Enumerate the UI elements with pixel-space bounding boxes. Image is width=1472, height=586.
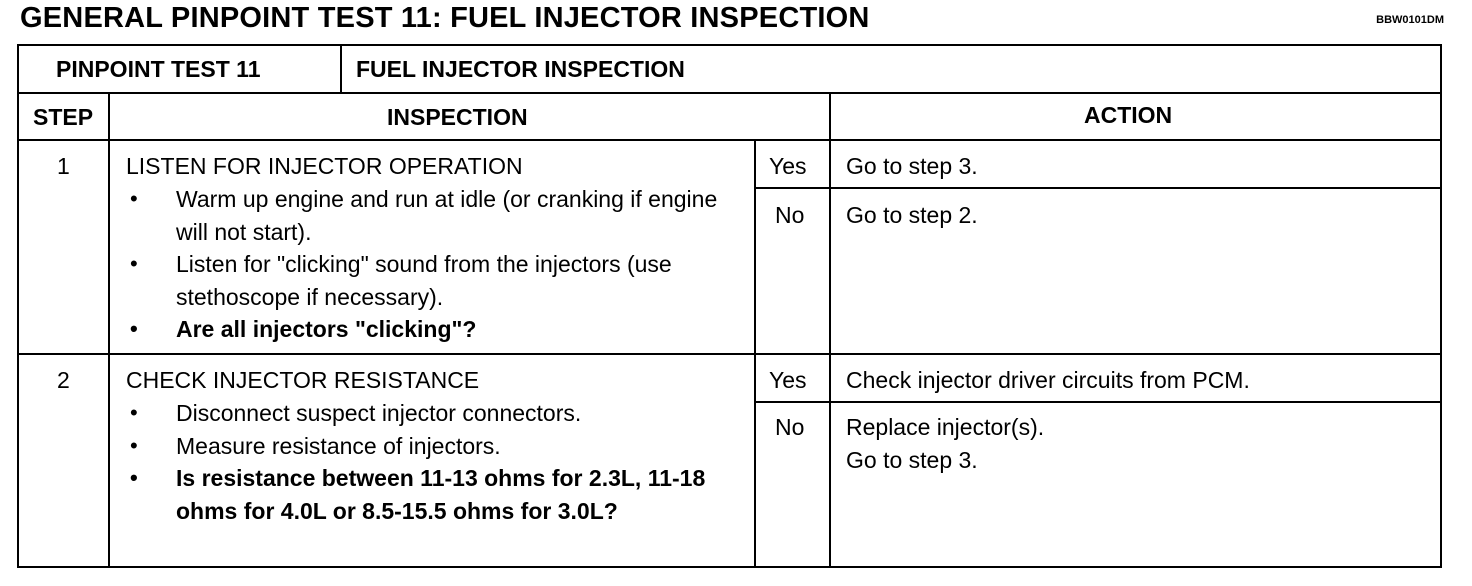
column-header-step: STEP <box>33 104 94 130</box>
bullet-text: Is resistance between 11-13 ohms for 2.3L, 11-18 ohms for 4.0L or 8.5-15.5 ohms for 3.0L? <box>176 465 706 524</box>
inspection-bullet <box>126 397 721 430</box>
pinpoint-test-name: FUEL INJECTOR INSPECTION <box>356 56 685 82</box>
bullet-text: Disconnect suspect injector connectors. <box>176 400 582 426</box>
bullet-icon: • <box>130 251 138 276</box>
rule-step1-yes-no <box>754 187 1442 189</box>
no-action-line: Go to step 2. <box>846 202 978 228</box>
inspection-bullet <box>126 183 736 248</box>
rule-between-steps <box>17 353 1442 355</box>
rule-below-pinpoint-row <box>17 92 1442 94</box>
yes-action: Check injector driver circuits from PCM. <box>846 367 1250 393</box>
column-header-action: ACTION <box>1084 102 1173 128</box>
bullet-text: Listen for "clicking" sound from the injectors (use stethoscope if necessary). <box>176 251 672 310</box>
inspection-bullet <box>126 430 721 463</box>
no-action-line: Replace injector(s). <box>846 414 1045 440</box>
rule-step-column <box>108 92 110 568</box>
inspection-bullet-list <box>126 397 721 527</box>
no-label: No <box>775 202 805 228</box>
rule-yes-no-column <box>754 139 756 568</box>
bullet-icon: • <box>130 465 138 490</box>
inspection-bullet <box>126 462 721 527</box>
step-number: 2 <box>57 367 70 393</box>
no-action-line: Go to step 3. <box>846 447 978 473</box>
inspection-bullet <box>126 248 736 313</box>
bullet-text: Are all injectors "clicking"? <box>176 316 477 342</box>
yes-action: Go to step 3. <box>846 153 978 179</box>
bullet-icon: • <box>130 432 138 458</box>
yes-label: Yes <box>769 153 807 179</box>
page-title: GENERAL PINPOINT TEST 11: FUEL INJECTOR INSPECTION <box>20 2 870 34</box>
inspection-bullet-list <box>126 183 736 346</box>
rule-step2-yes-no <box>754 401 1442 403</box>
bullet-icon: • <box>130 400 138 425</box>
rule-below-column-header <box>17 139 1442 141</box>
column-header-inspection: INSPECTION <box>387 104 528 130</box>
step-heading: CHECK INJECTOR RESISTANCE <box>126 367 480 393</box>
step-heading: LISTEN FOR INJECTOR OPERATION <box>126 153 523 179</box>
bullet-text: Measure resistance of injectors. <box>176 432 501 459</box>
bullet-icon: • <box>130 186 138 211</box>
document-code: BBW0101DM <box>1376 14 1444 26</box>
bullet-text: Warm up engine and run at idle (or cranking if engine will not start). <box>176 186 718 245</box>
inspection-bullet <box>126 313 736 346</box>
no-label: No <box>775 414 805 440</box>
step-number: 1 <box>57 153 70 179</box>
bullet-icon: • <box>130 316 138 341</box>
rule-inspection-action <box>829 92 831 568</box>
pinpoint-test-label: PINPOINT TEST 11 <box>56 56 261 82</box>
rule-pinpoint-divider <box>340 44 342 94</box>
yes-label: Yes <box>769 367 807 393</box>
